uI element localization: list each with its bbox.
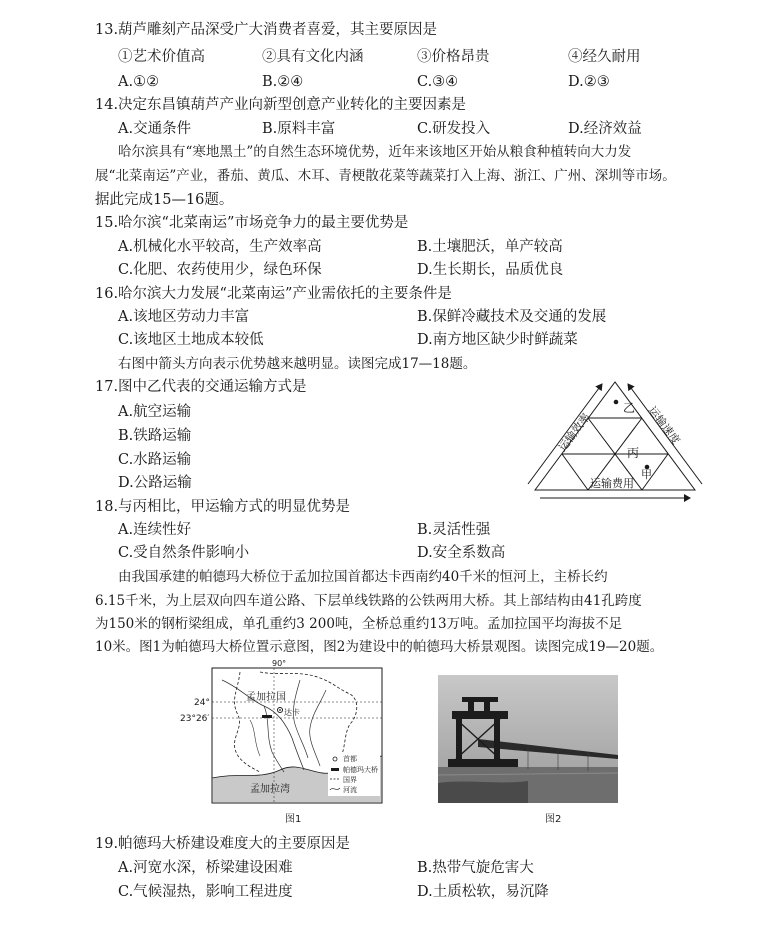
- q13-item: ③价格昂贵: [417, 49, 490, 65]
- passage1-line: 据此完成15—16题。: [95, 192, 234, 208]
- axis-bottom-label: 运输费用: [590, 477, 634, 490]
- point-yi: [614, 400, 619, 405]
- q13-option-a[interactable]: A.①②: [118, 74, 160, 90]
- q19-stem: 19.帕德玛大桥建设难度大的主要原因是: [95, 836, 351, 852]
- latitude-label-24: 24°: [194, 698, 210, 708]
- q17-stem: 17.图中乙代表的交通运输方式是: [95, 379, 307, 395]
- legend-capital: 首都: [343, 755, 357, 763]
- latitude-label-2326: 23°26′: [180, 714, 210, 724]
- padma-bridge-photo: [438, 675, 618, 803]
- q15-option-b[interactable]: B.土壤肥沃，单产较高: [417, 239, 563, 255]
- q13-item: ①艺术价值高: [118, 49, 205, 65]
- q18-option-a[interactable]: A.连续性好: [118, 522, 192, 538]
- bridge-marker: [262, 715, 272, 718]
- figure2-caption: 图2: [545, 814, 562, 825]
- q18-option-d[interactable]: D.安全系数高: [417, 545, 506, 561]
- q13-option-d[interactable]: D.②③: [568, 74, 610, 90]
- q15-option-d[interactable]: D.生长期长，品质优良: [417, 262, 564, 278]
- q16-option-b[interactable]: B.保鲜冷藏技术及交通的发展: [417, 309, 607, 325]
- legend-border: 国界: [343, 776, 357, 784]
- legend-river: 河流: [343, 786, 357, 794]
- q13-option-b[interactable]: B.②④: [262, 74, 304, 90]
- q16-stem: 16.哈尔滨大力发展“北菜南运”产业需依托的主要条件是: [95, 286, 452, 302]
- axis-left-label: 运输效率: [556, 410, 593, 454]
- q17-option-b[interactable]: B.铁路运输: [118, 428, 192, 444]
- country-label: 孟加拉国: [246, 692, 286, 703]
- figure1-caption: 图1: [285, 814, 302, 825]
- q17-option-a[interactable]: A.航空运输: [118, 404, 192, 420]
- passage3-line: 6.15千米，为上层双向四车道公路、下层单线铁路的公铁两用大桥。其上部结构由41孔跨度: [95, 593, 642, 609]
- q14-option-c[interactable]: C.研发投入: [417, 121, 491, 137]
- capital-label: 达卡: [284, 708, 300, 717]
- q13-stem: 13.葫芦雕刻产品深受广大消费者喜爱，其主要原因是: [95, 22, 438, 38]
- point-yi-label: 乙: [623, 401, 636, 415]
- q19-option-c[interactable]: C.气候湿热，影响工程进度: [118, 884, 293, 900]
- q18-option-b[interactable]: B.灵活性强: [417, 522, 491, 538]
- padma-bridge-location-map: [180, 659, 390, 810]
- bay-label: 孟加拉湾: [250, 784, 290, 795]
- passage3-line: 10米。图1为帕德玛大桥位置示意图，图2为建设中的帕德玛大桥景观图。读图完成19—20题。: [95, 639, 664, 655]
- q19-option-a[interactable]: A.河宽水深，桥梁建设困难: [118, 860, 293, 876]
- longitude-label: 90°: [272, 659, 287, 668]
- passage1-line: 展“北菜南运”产业，番茄、黄瓜、木耳、青梗散花菜等蔬菜打入上海、浙江、广州、深圳等市场。: [95, 168, 676, 184]
- axis-right-label: 运输速度: [645, 403, 683, 447]
- q17-option-c[interactable]: C.水路运输: [118, 452, 192, 468]
- passage2: 右图中箭头方向表示优势越来越明显。读图完成17—18题。: [118, 356, 477, 372]
- passage1-line: 哈尔滨具有“寒地黑土”的自然生态环境优势，近年来该地区开始从粮食种植转向大力发: [118, 144, 632, 160]
- point-bing-label: 丙: [627, 446, 640, 460]
- q15-option-c[interactable]: C.化肥、农药使用少，绿色环保: [118, 262, 322, 278]
- q17-option-d[interactable]: D.公路运输: [118, 475, 192, 491]
- q13-item: ④经久耐用: [568, 49, 641, 65]
- q14-stem: 14.决定东昌镇葫芦产业向新型创意产业转化的主要因素是: [95, 97, 467, 113]
- q18-option-c[interactable]: C.受自然条件影响小: [118, 545, 250, 561]
- q15-option-a[interactable]: A.机械化水平较高，生产效率高: [118, 239, 322, 255]
- q19-option-d[interactable]: D.土质松软，易沉降: [417, 884, 549, 900]
- q16-option-c[interactable]: C.该地区土地成本较低: [118, 332, 264, 348]
- q13-option-c[interactable]: C.③④: [417, 74, 459, 90]
- q14-option-d[interactable]: D.经济效益: [568, 121, 642, 137]
- point-jia-label: 甲: [641, 468, 652, 481]
- q16-option-a[interactable]: A.该地区劳动力丰富: [118, 309, 250, 325]
- legend-bridge: 帕德玛大桥: [343, 766, 378, 774]
- q14-option-b[interactable]: B.原料丰富: [262, 121, 336, 137]
- q15-stem: 15.哈尔滨“北菜南运”市场竞争力的最主要优势是: [95, 215, 409, 231]
- q13-item: ②具有文化内涵: [262, 49, 364, 65]
- passage3-line: 为150米的钢桁梁组成，单孔重约3 200吨，全桥总重约13万吨。孟加拉国平均海拔不足: [95, 616, 623, 632]
- q18-stem: 18.与丙相比，甲运输方式的明显优势是: [95, 499, 351, 515]
- q19-option-b[interactable]: B.热带气旋危害大: [417, 860, 534, 876]
- q16-option-d[interactable]: D.南方地区缺少时鲜蔬菜: [417, 332, 578, 348]
- q14-option-a[interactable]: A.交通条件: [118, 121, 192, 137]
- passage3-line: 由我国承建的帕德玛大桥位于孟加拉国首都达卡西南约40千米的恒河上，主桥长约: [118, 569, 608, 585]
- transport-triangle-diagram: [520, 372, 710, 504]
